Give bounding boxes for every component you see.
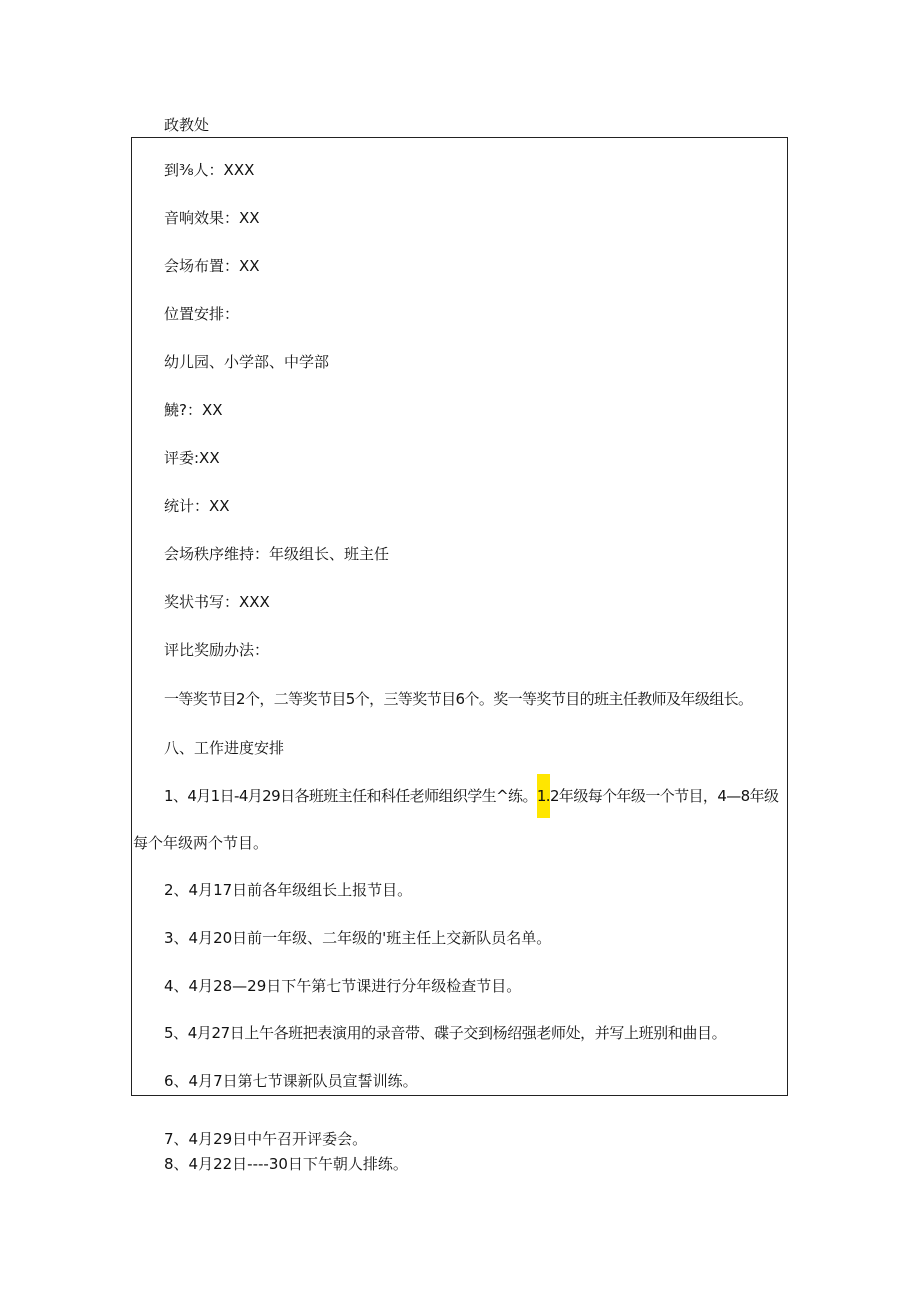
- sections-line: 幼儿园、小学部、中学部: [164, 353, 330, 371]
- schedule-item-2: 2、4月17日前各年级组长上报节目。: [164, 881, 413, 899]
- sound-line: 音响效果：XX: [164, 209, 260, 227]
- q-field-line: 鱙?：XX: [164, 401, 223, 419]
- schedule-item-6: 6、4月7日第七节课新队员宣誓训练。: [164, 1072, 418, 1090]
- arrivers-line: 到⅜人：XXX: [164, 161, 255, 179]
- stats-line: 统计：XX: [164, 497, 230, 515]
- schedule-item-1-part-a: 1、4月1日-4月29日各班班主任和科任老师组织学生^练。: [164, 787, 537, 805]
- awards-line: 一等奖节目2个，二等奖节目5个，三等奖节目6个。奖一等奖节目的班主任教师及年级组长。: [164, 690, 753, 708]
- schedule-item-8: 8、4月22日----30日下午朝人排练。: [164, 1155, 408, 1173]
- section8-heading: 八、工作进度安排: [164, 739, 285, 757]
- awards-heading: 评比奖励办法：: [164, 641, 270, 659]
- dept-header: 政教处: [164, 116, 210, 134]
- content-frame: [131, 137, 788, 1096]
- seating-line: 位置安排：: [164, 305, 240, 323]
- schedule-item-7: 7、4月29日中午召开评委会。: [164, 1130, 368, 1148]
- highlight-mark: 1.: [537, 774, 550, 818]
- certificates-line: 奖状书写：XXX: [164, 593, 270, 611]
- judges-line: 评委:XX: [164, 449, 220, 467]
- schedule-item-1-cont: 每个年级两个节目。: [133, 834, 269, 852]
- venue-line: 会场布置：XX: [164, 257, 260, 275]
- schedule-item-1: [164, 786, 778, 806]
- schedule-item-4: 4、4月28—29日下午第七节课进行分年级检查节目。: [164, 977, 522, 995]
- schedule-item-3: 3、4月20日前一年级、二年级的'班主任上交新队员名单。: [164, 929, 552, 947]
- schedule-item-1-part-b: 2年级每个年级一个节目，4—8年级: [549, 787, 779, 805]
- order-line: 会场秩序维持：年级组长、班主任: [164, 545, 390, 563]
- schedule-item-5: 5、4月27日上午各班把表演用的录音带、碟子交到杨绍强老师处，并写上班别和曲目。: [164, 1024, 727, 1042]
